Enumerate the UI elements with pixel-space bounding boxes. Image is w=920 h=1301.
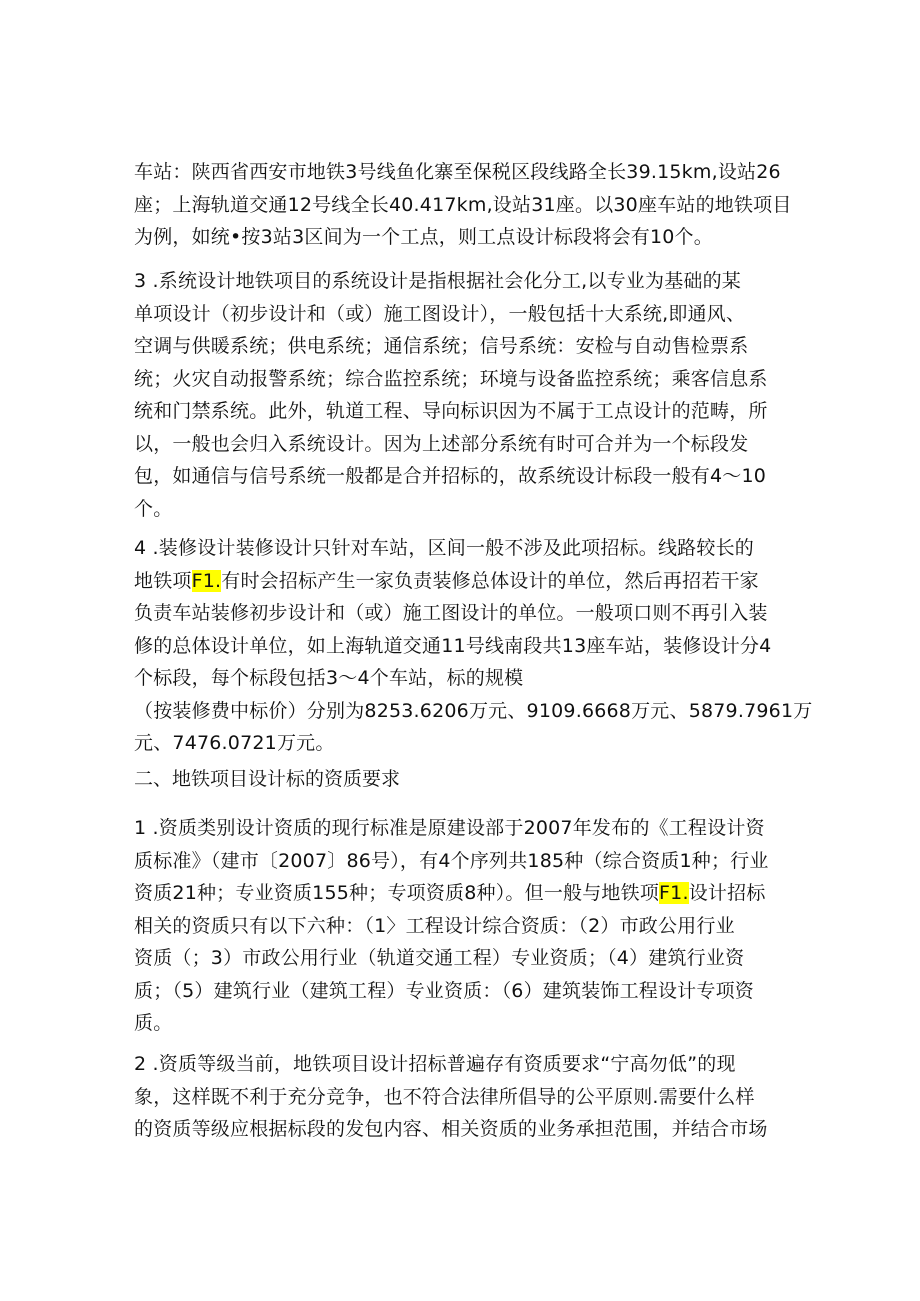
text-line: 质；（5）建筑行业（建筑工程）专业资质：（6）建筑装饰工程设计专项资 <box>134 979 754 1002</box>
text-line: 4 .装修设计装修设计只针对车站，区间一般不涉及此项招标。线路较长的 <box>134 537 754 559</box>
text-line: 个。 <box>134 497 173 520</box>
text-line: 质。 <box>134 1012 173 1034</box>
text-line: 空调与供暖系统；供电系统；通信系统；信号系统：安检与自动售检票系 <box>134 335 749 357</box>
text-line: 统；火灾自动报警系统；综合监控系统；环境与设备监控系统；乘客信息系 <box>134 367 768 390</box>
text-line: 统和门禁系统。此外，轨道工程、导向标识因为不属于工点设计的范畴，所 <box>134 400 768 422</box>
text-line: 座；上海轨道交通12号线全长40.417km,设站31座。以30座车站的地铁项目 <box>134 193 792 216</box>
text-line: （按装修费中标价）分别为8253.6206万元、9109.6668万元、5879.7961万 <box>134 699 813 722</box>
text-line: 相关的资质只有以下六种：（1〉工程设计综合资质：（2）市政公用行业 <box>134 914 735 937</box>
paragraph-system-design <box>134 265 799 525</box>
text-line: 质标准》（建市〔2007〕86号），有4个序列共185种（综合资质1种；行业 <box>134 849 769 872</box>
text-fragment: 有时会招标产生一家负责装修总体设计的单位，然后再招若干家 <box>221 569 759 592</box>
text-line <box>134 877 799 910</box>
text-fragment: 地铁项 <box>134 569 192 592</box>
text-line: 为例，如统•按3站3区间为一个工点，则工点设计标段将会有10个。 <box>134 226 713 248</box>
text-line: 元、7476.0721万元。 <box>134 732 335 754</box>
text-line: 3 .系统设计地铁项目的系统设计是指根据社会化分工,以专业为基础的某 <box>134 270 742 292</box>
paragraph-decoration-design <box>134 532 813 760</box>
text-line: 1 .资质类别设计资质的现行标准是原建设部于2007年发布的《工程设计资 <box>134 817 765 839</box>
text-line: 负责车站装修初步设计和（或）施工图设计的单位。一般项口则不再引入装 <box>134 602 768 624</box>
text-line: 以，一般也会归入系统设计。因为上述部分系统有时可合并为一个标段发 <box>134 432 749 455</box>
highlighted-text: F1. <box>659 882 689 904</box>
text-line: 修的总体设计单位，如上海轨道交通11号线南段共13座车站，装修设计分4 <box>134 634 772 657</box>
text-line: 车站：陕西省西安市地铁3号线鱼化寨至保税区段线路全长39.15km,设站26 <box>134 161 781 183</box>
text-fragment: 资质21种；专业资质155种；专项资质8种）。但一般与地铁项 <box>134 882 660 904</box>
text-line: 象，这样既不利于充分竞争，也不符合法律所倡导的公平原则.需要什么样 <box>134 1085 755 1108</box>
text-line: 的资质等级应根据标段的发包内容、相关资质的业务承担范围，并结合市场 <box>134 1118 768 1140</box>
text-line: 个标段，每个标段包括3～4个车站，标的规模 <box>134 667 524 689</box>
text-fragment: 设计招标 <box>688 882 766 904</box>
text-line: 单项设计（初步设计和（或）施工图设计），一般包括十大系统,即通风、 <box>134 302 746 325</box>
text-line: 2 .资质等级当前，地铁项目设计招标普遍存有资质要求“宁高勿低”的现 <box>134 1053 736 1075</box>
paragraph-station-examples <box>134 156 799 254</box>
section-heading: 二、地铁项目设计标的资质要求 <box>134 768 401 790</box>
text-line: 包，如通信与信号系统一般都是合并招标的，故系统设计标段一般有4～10 <box>134 465 767 487</box>
text-line <box>134 565 799 598</box>
paragraph-qualification-category <box>134 812 799 1040</box>
highlighted-text: F1. <box>191 569 222 592</box>
paragraph-qualification-level <box>134 1048 799 1146</box>
text-line: 资质（；3）市政公用行业（轨道交通工程）专业资质；（4）建筑行业资 <box>134 947 745 969</box>
